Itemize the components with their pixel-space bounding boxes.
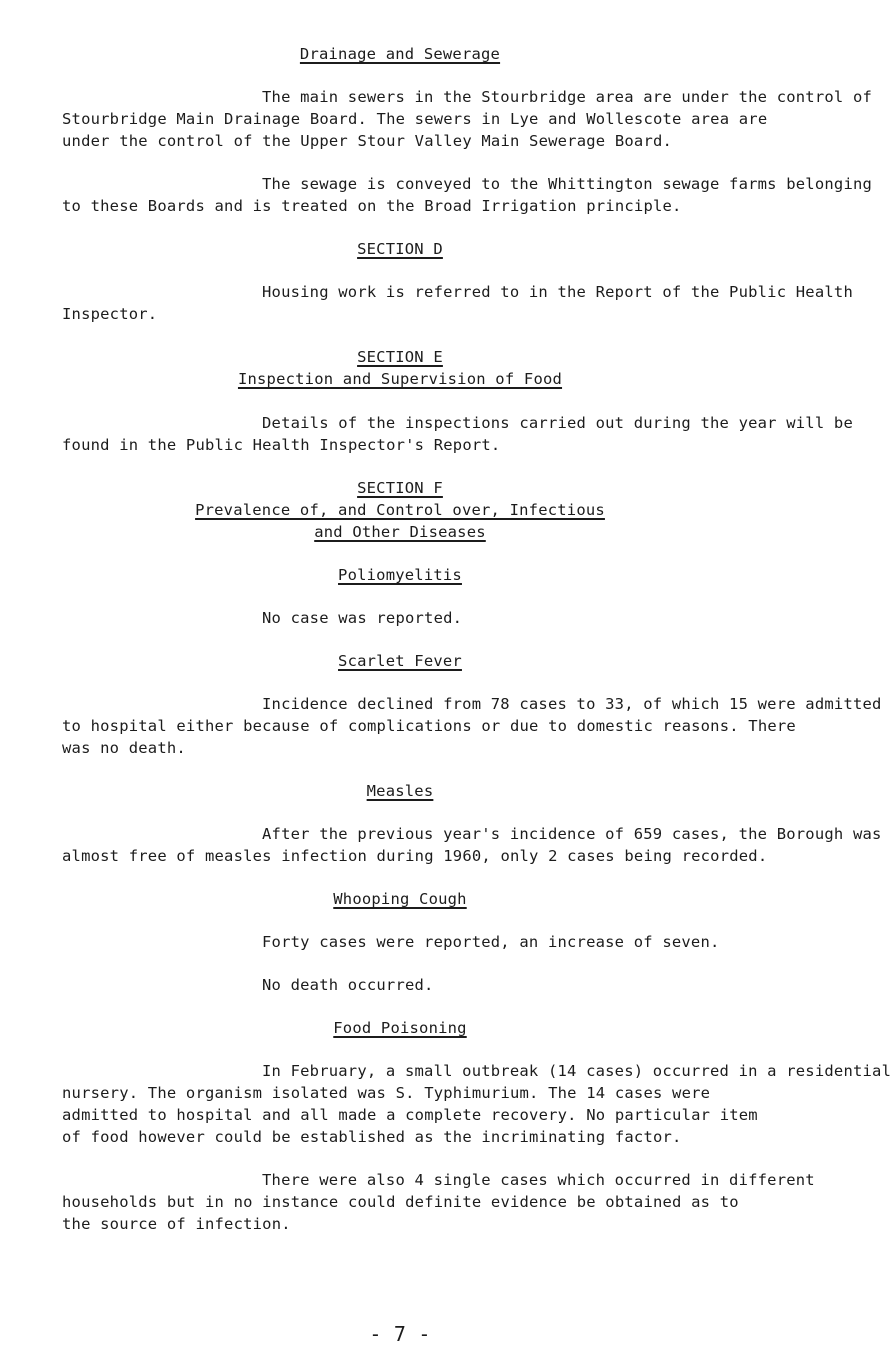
section-d-line1: Housing work is referred to in the Report of the Public Health (262, 283, 853, 301)
drainage-para1-line3: under the control of the Upper Stour Valley Main Sewerage Board. (62, 132, 673, 150)
scarlet-fever-line1: Incidence declined from 78 cases to 33, of which 15 were admitted (262, 695, 882, 713)
poliomyelitis-text: No case was reported. (262, 609, 463, 627)
section-e-subheading: Inspection and Supervision of Food (237, 370, 563, 388)
section-e-line2: found in the Public Health Inspector's Report. (62, 436, 501, 454)
food-poisoning-para2-line3: the source of infection. (62, 1215, 291, 1233)
food-poisoning-para1-line2: nursery. The organism isolated was S. Typhimurium. The 14 cases were (62, 1084, 711, 1102)
section-e-heading: SECTION E (357, 348, 443, 366)
food-poisoning-para1-line4: of food however could be established as the incriminating factor. (62, 1128, 682, 1146)
whooping-cough-line1: Forty cases were reported, an increase of seven. (262, 933, 720, 951)
scarlet-fever-line2: to hospital either because of complications or due to domestic reasons. There (62, 717, 796, 735)
section-f-heading: SECTION F (357, 479, 443, 497)
drainage-para2-line1: The sewage is conveyed to the Whittington sewage farms belonging (262, 175, 873, 193)
section-d-line2: Inspector. (62, 305, 158, 323)
section-f-subheading-1: Prevalence of, and Control over, Infectious (195, 501, 605, 519)
drainage-para2-line2: to these Boards and is treated on the Broad Irrigation principle. (62, 197, 682, 215)
whooping-cough-line2: No death occurred. (262, 976, 434, 994)
whooping-cough-heading: Whooping Cough (333, 890, 467, 908)
drainage-para1-line1: The main sewers in the Stourbridge area are under the control of (262, 88, 873, 106)
scarlet-fever-line3: was no death. (62, 739, 186, 757)
poliomyelitis-heading: Poliomyelitis (338, 566, 462, 584)
section-f-subheading-2: and Other Diseases (314, 523, 486, 541)
section-e-line1: Details of the inspections carried out during the year will be (262, 414, 853, 432)
food-poisoning-heading: Food Poisoning (333, 1019, 467, 1037)
measles-line2: almost free of measles infection during 1960, only 2 cases being recorded. (62, 847, 768, 865)
food-poisoning-para1-line3: admitted to hospital and all made a complete recovery. No particular item (62, 1106, 758, 1124)
food-poisoning-para2-line1: There were also 4 single cases which occurred in different (262, 1171, 815, 1189)
section-d-heading: SECTION D (357, 240, 443, 258)
measles-heading: Measles (366, 782, 434, 800)
drainage-para1-line2: Stourbridge Main Drainage Board. The sewers in Lye and Wollescote area are (62, 110, 768, 128)
food-poisoning-para1-line1: In February, a small outbreak (14 cases) occurred in a residential (262, 1062, 891, 1080)
page-number: - 7 - (369, 1322, 431, 1346)
measles-line1: After the previous year's incidence of 659 cases, the Borough was (262, 825, 882, 843)
drainage-heading: Drainage and Sewerage (299, 45, 501, 63)
food-poisoning-para2-line2: households but in no instance could definite evidence be obtained as to (62, 1193, 739, 1211)
scarlet-fever-heading: Scarlet Fever (338, 652, 462, 670)
